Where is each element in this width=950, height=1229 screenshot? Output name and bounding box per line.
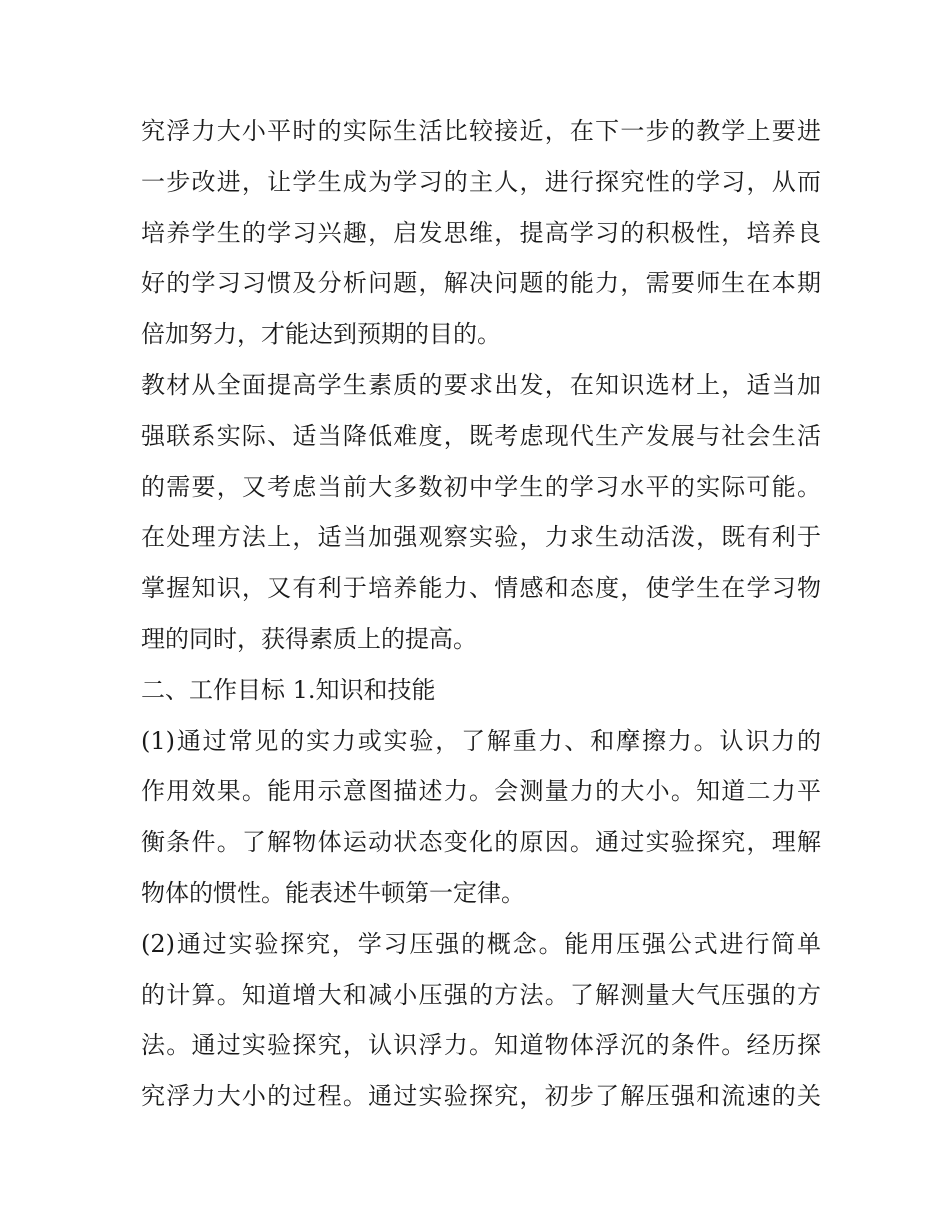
text-line: 掌握知识，又有利于培养能力、情感和态度，使学生在学习物 — [141, 574, 821, 603]
text-line: 物体的惯性。能表述牛顿第一定律。 — [141, 878, 525, 907]
text-line: 的需要，又考虑当前大多数初中学生的学习水平的实际可能。 — [141, 472, 821, 501]
text-line: 一步改进，让学生成为学习的主人，进行探究性的学习，从而 — [141, 167, 821, 196]
text-line: 作用效果。能用示意图描述力。会测量力的大小。知道二力平 — [141, 777, 821, 806]
text-line: (1)通过常见的实力或实验，了解重力、和摩擦力。认识力的 — [141, 726, 821, 755]
text-line: 理的同时，获得素质上的提高。 — [141, 624, 477, 653]
text-line: 倍加努力，才能达到预期的目的。 — [141, 320, 501, 349]
text-line: (2)通过实验探究，学习压强的概念。能用压强公式进行简单 — [141, 929, 821, 958]
text-line: 法。通过实验探究，认识浮力。知道物体浮沉的条件。经历探 — [141, 1031, 821, 1060]
text-line: 培养学生的学习兴趣，启发思维，提高学习的积极性，培养良 — [141, 218, 821, 247]
text-line: 在处理方法上，适当加强观察实验，力求生动活泼，既有利于 — [141, 523, 821, 552]
text-line: 强联系实际、适当降低难度，既考虑现代生产发展与社会生活 — [141, 421, 821, 450]
text-line: 的计算。知道增大和减小压强的方法。了解测量大气压强的方 — [141, 980, 821, 1009]
text-line: 究浮力大小的过程。通过实验探究，初步了解压强和流速的关 — [141, 1082, 821, 1111]
text-line: 究浮力大小平时的实际生活比较接近，在下一步的教学上要进 — [141, 117, 821, 145]
section-heading: 二、工作目标 1.知识和技能 — [141, 675, 436, 704]
text-line: 衡条件。了解物体运动状态变化的原因。通过实验探究，理解 — [141, 828, 821, 857]
text-line: 好的学习习惯及分析问题，解决问题的能力，需要师生在本期 — [141, 269, 821, 298]
document-body — [141, 106, 821, 1122]
text-line: 教材从全面提高学生素质的要求出发，在知识选材上，适当加 — [141, 370, 821, 399]
